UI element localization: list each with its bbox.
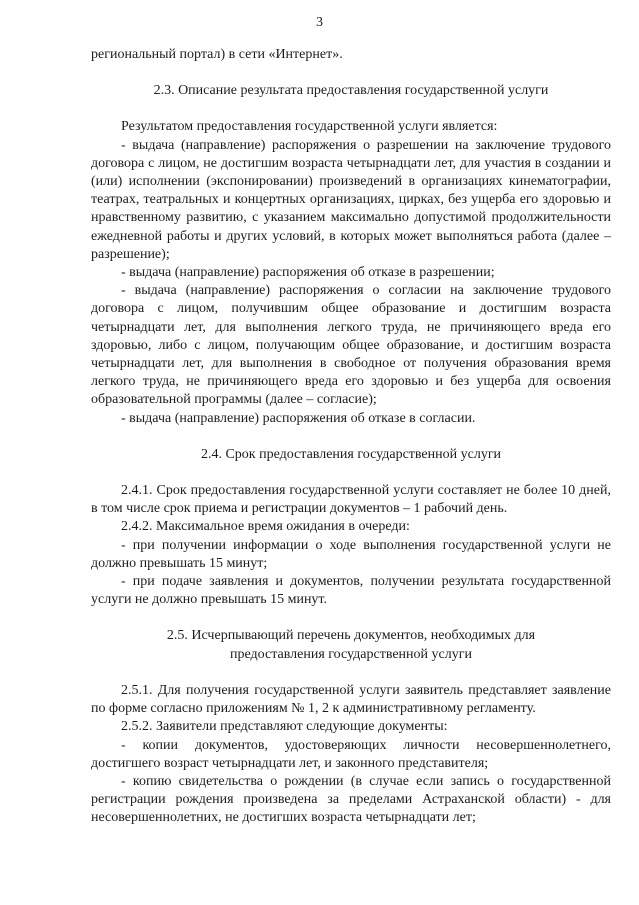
section-2-4-heading: 2.4. Срок предоставления государственной услуги: [200, 446, 502, 462]
continuation-text: региональный портал) в сети «Интернет».: [91, 47, 343, 62]
section-2-3-item-1: - выдача (направление) распоряжения о разрешении на заключение трудового договора с лицом, не достигшим возраста четырнадцати лет, для участия в создании и (или) исполнении (экспонировании) произведений в организациях кинематографии, театрах, театральных и концертных организациях, цирках, без ущерба его здоровью и нравственному развитию, с указанием максимально допустимой продолжительности ежедневной работы и других условий, в которых может выполняться работа (далее – разрешение);: [91, 137, 611, 262]
section-2-5-heading-line-2: предоставления государственной услуги: [230, 646, 472, 662]
section-2-3-intro: Результатом предоставления государственной услуги является:: [121, 119, 498, 135]
section-2-3-heading: 2.3. Описание результата предоставления государственной услуги: [153, 83, 549, 99]
section-2-5-para-1: 2.5.1. Для получения государственной услуги заявитель представляет заявление по форме согласно приложениям № 1, 2 к административному регламенту.: [91, 682, 611, 717]
section-2-5-para-2: 2.5.2. Заявители представляют следующие документы:: [121, 719, 448, 735]
section-2-3-item-3: - выдача (направление) распоряжения о согласии на заключение трудового договора с лицом, получившим общее образование и достигшим возраста четырнадцати лет, для выполнения легкого труда, не причиняющего вреда его здоровью, либо с лицом, получающим общее образование, и достигшим возраста четырнадцати лет, для выполнения в свободное от получения образования время легкого труда, не причиняющего вреда его здоровью и без ущерба для освоения образовательной программы (далее – согласие);: [91, 283, 611, 408]
section-2-3-item-4: - выдача (направление) распоряжения об отказе в согласии.: [121, 410, 476, 426]
section-2-5-para-3: - копии документов, удостоверяющих личности несовершеннолетнего, достигшего возраст четырнадцати лет, и законного представителя;: [91, 737, 611, 771]
section-2-3-item-2: - выдача (направление) распоряжения об отказе в разрешении;: [121, 265, 495, 281]
section-2-4-para-2: 2.4.2. Максимальное время ожидания в очереди:: [121, 519, 410, 535]
section-2-4-para-1: 2.4.1. Срок предоставления государственной услуги составляет не более 10 дней, в том числе срок приема и регистрации документов – 1 рабочий день.: [91, 483, 611, 517]
document-body: [91, 46, 611, 828]
section-2-5-para-4: - копию свидетельства о рождении (в случае если запись о государственной регистрации рождения произведена за пределами Астраханской области) - для несовершеннолетних, не достигших возраста четырнадцати лет;: [91, 773, 611, 826]
section-2-4-para-3: - при получении информации о ходе выполнения государственной услуги не должно превышать 15 минут;: [91, 537, 611, 571]
section-2-5-heading-line-1: 2.5. Исчерпывающий перечень документов, необходимых для: [166, 628, 536, 644]
page-number: 3: [316, 15, 323, 30]
section-2-4-para-4: - при подаче заявления и документов, получении результата государственной услуги не должно превышать 15 минут.: [91, 574, 611, 608]
